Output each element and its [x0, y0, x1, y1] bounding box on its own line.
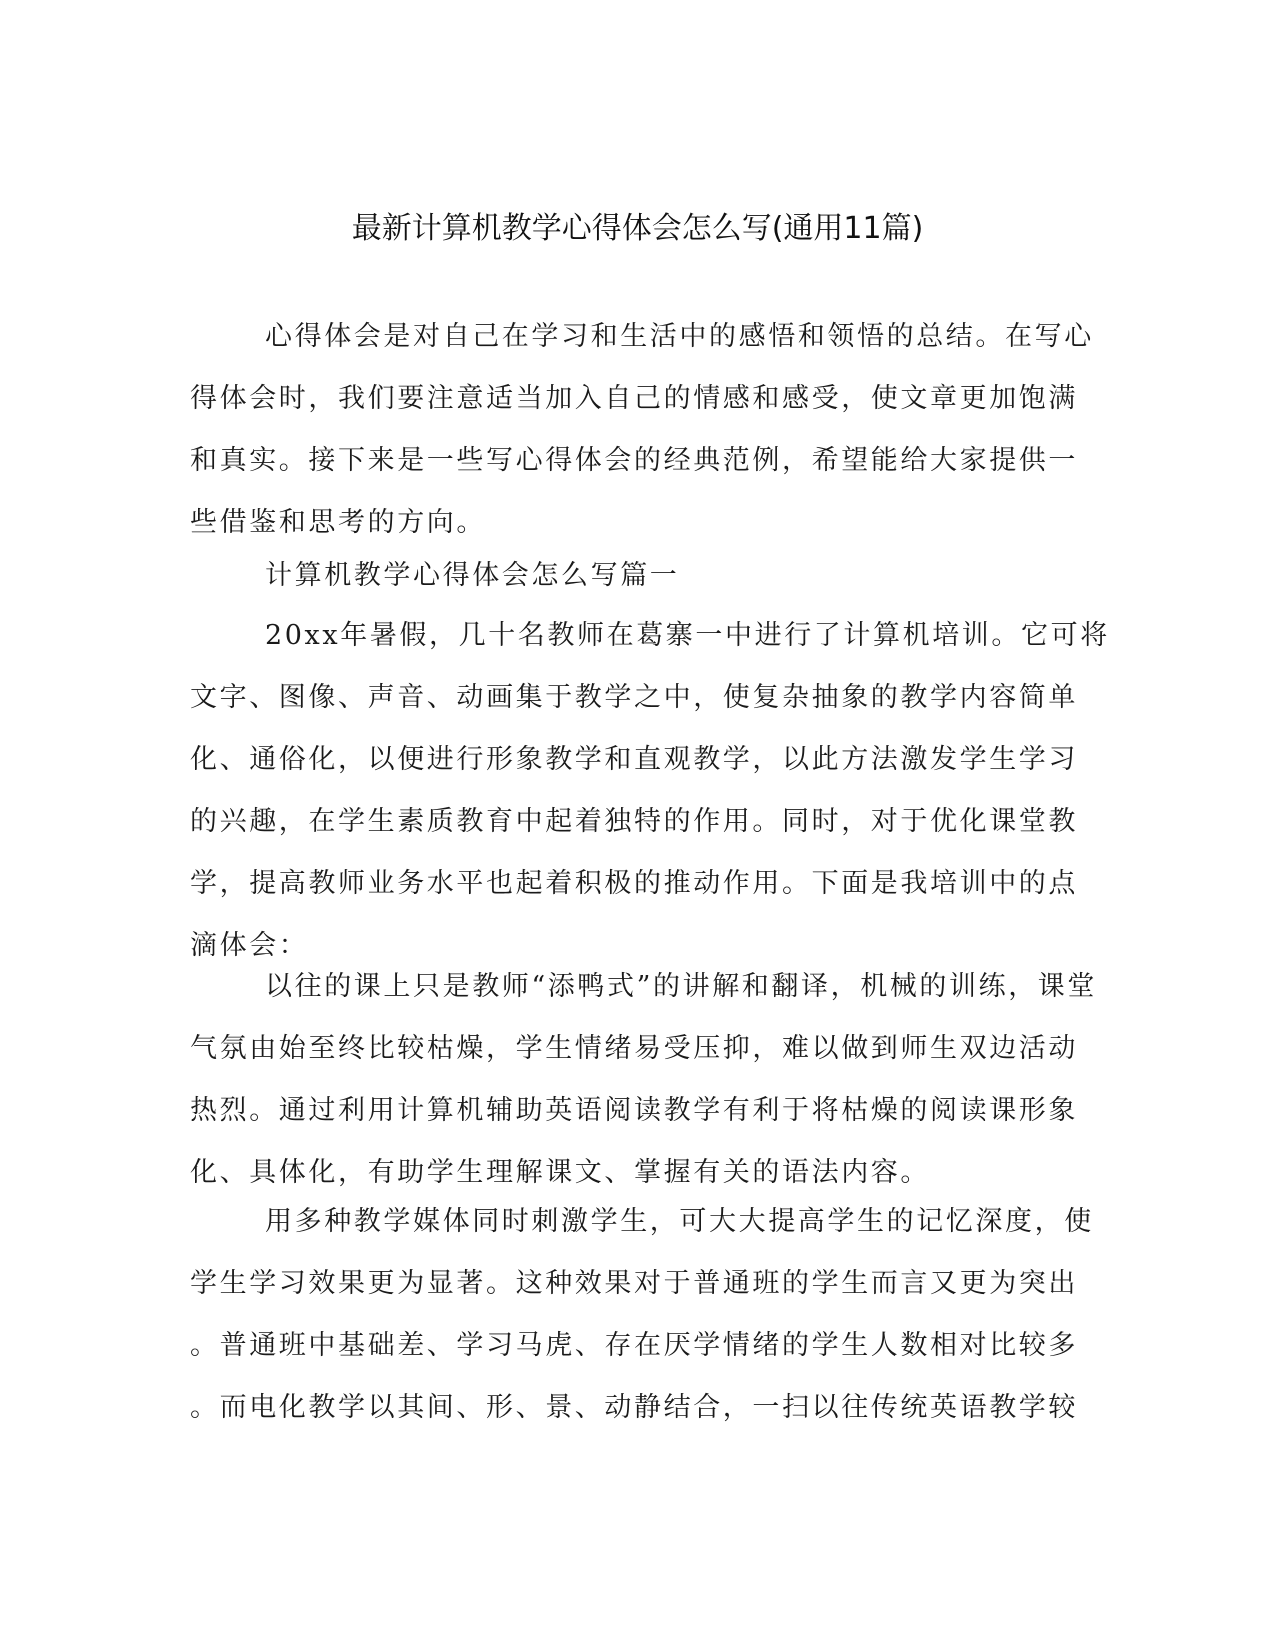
- text-line: 学，提高教师业务水平也起着积极的推动作用。下面是我培训中的点: [190, 868, 1078, 899]
- document-title: 最新计算机教学心得体会怎么写(通用11篇): [351, 211, 924, 246]
- text-line: 。而电化教学以其间、形、景、动静结合，一扫以往传统英语教学较: [190, 1392, 1078, 1423]
- text-line: 的兴趣，在学生素质教育中起着独特的作用。同时，对于优化课堂教: [190, 806, 1078, 837]
- text-line: 些借鉴和思考的方向。: [190, 507, 486, 538]
- text-line: 以往的课上只是教师“添鸭式”的讲解和翻译，机械的训练，课堂: [265, 971, 1098, 1002]
- text-line: 气氛由始至终比较枯燥，学生情绪易受压抑，难以做到师生双边活动: [190, 1033, 1078, 1064]
- paragraph-training: [190, 605, 1110, 977]
- section-heading: [190, 545, 1080, 607]
- text-line: 化、通俗化，以便进行形象教学和直观教学，以此方法激发学生学习: [190, 744, 1078, 775]
- text-line: 和真实。接下来是一些写心得体会的经典范例，希望能给大家提供一: [190, 445, 1078, 476]
- text-line: 。普通班中基础差、学习马虎、存在厌学情绪的学生人数相对比较多: [190, 1330, 1078, 1361]
- section-heading-text: 计算机教学心得体会怎么写篇一: [265, 560, 680, 591]
- text-line: 化、具体化，有助学生理解课文、掌握有关的语法内容。: [190, 1157, 930, 1188]
- text-line: 20xx年暑假，几十名教师在葛寨一中进行了计算机培训。它可将: [265, 620, 1110, 651]
- text-line: 心得体会是对自己在学习和生活中的感悟和领悟的总结。在写心: [265, 321, 1094, 352]
- text-line: 得体会时，我们要注意适当加入自己的情感和感受，使文章更加饱满: [190, 383, 1078, 414]
- paragraph-media: [190, 1191, 1094, 1439]
- text-line: 用多种教学媒体同时刺激学生，可大大提高学生的记忆深度，使: [265, 1206, 1094, 1237]
- paragraph-intro: [190, 306, 1094, 554]
- text-line: 学生学习效果更为显著。这种效果对于普通班的学生而言又更为突出: [190, 1268, 1078, 1299]
- text-line: 文字、图像、声音、动画集于教学之中，使复杂抽象的教学内容简单: [190, 682, 1078, 713]
- text-line: 滴体会：: [190, 930, 309, 961]
- paragraph-classroom: [190, 956, 1098, 1204]
- text-line: 热烈。通过利用计算机辅助英语阅读教学有利于将枯燥的阅读课形象: [190, 1095, 1078, 1126]
